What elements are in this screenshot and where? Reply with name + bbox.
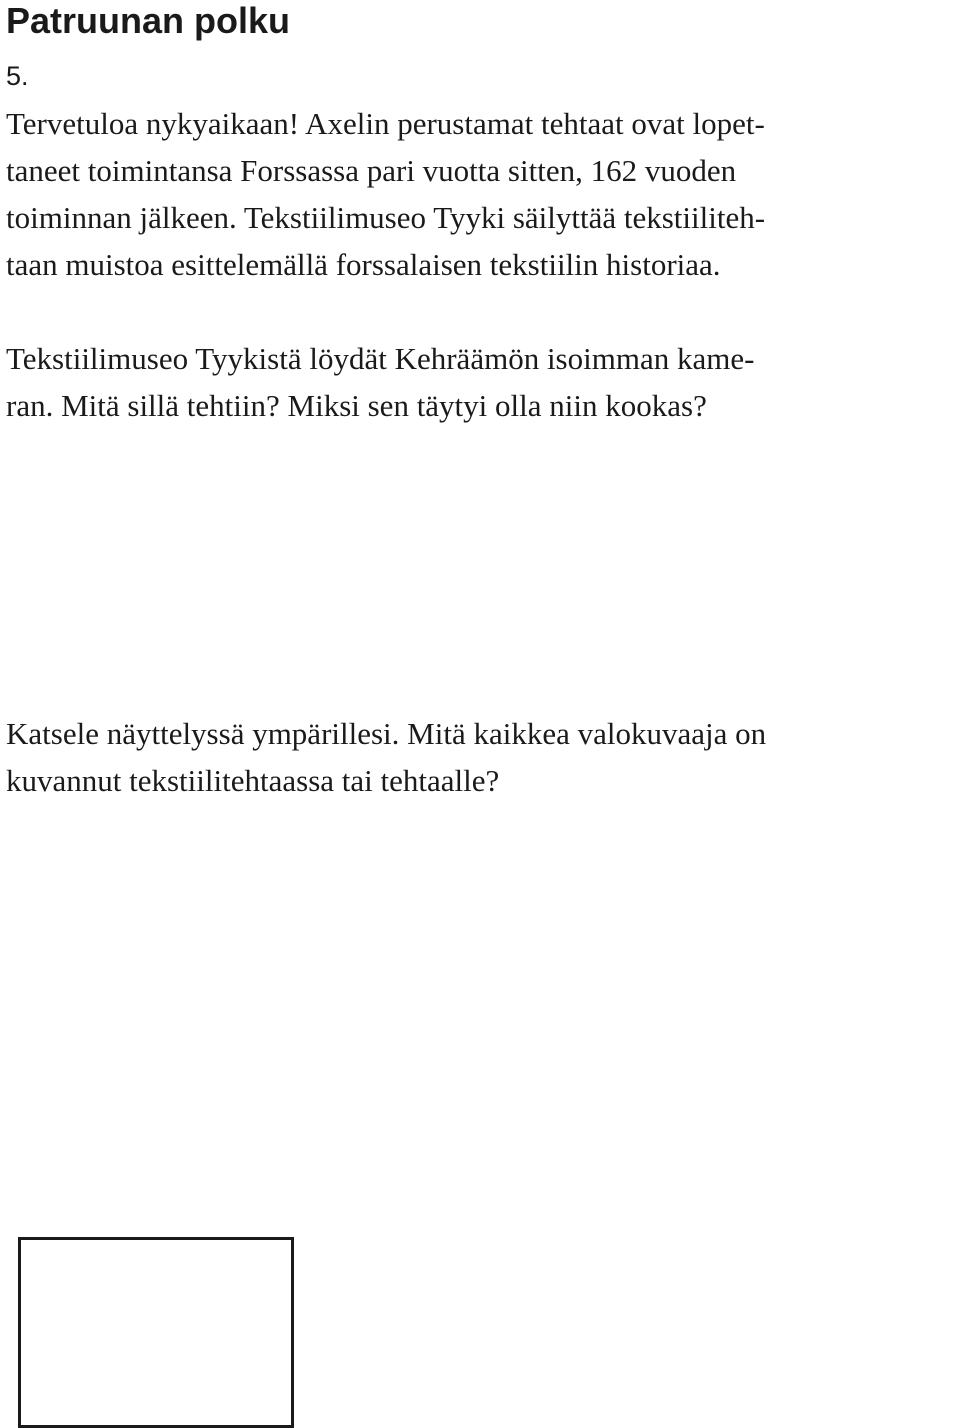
- task-number: 5.: [6, 61, 29, 91]
- page-title: Patruunan polku: [6, 0, 291, 41]
- intro-line: taan muistoa esittelemällä forssalaisen tekstiilin historiaa.: [6, 247, 721, 282]
- image-frame: [18, 1237, 294, 1428]
- question-1-line: Tekstiilimuseo Tyykistä löydät Kehräämön isoimman kame-: [6, 341, 755, 376]
- question-1-line: ran. Mitä sillä tehtiin? Miksi sen täytyi olla niin kookas?: [6, 388, 707, 423]
- question-2-line: Katsele näyttelyssä ympärillesi. Mitä kaikkea valokuvaaja on: [6, 716, 767, 751]
- intro-line: taneet toimintansa Forssassa pari vuotta sitten, 162 vuoden: [6, 153, 737, 188]
- intro-line: Tervetuloa nykyaikaan! Axelin perustamat tehtaat ovat lopet-: [6, 106, 765, 141]
- question-2-line: kuvannut tekstiilitehtaassa tai tehtaalle?: [6, 763, 500, 798]
- intro-line: toiminnan jälkeen. Tekstiilimuseo Tyyki säilyttää tekstiiliteh-: [6, 200, 766, 235]
